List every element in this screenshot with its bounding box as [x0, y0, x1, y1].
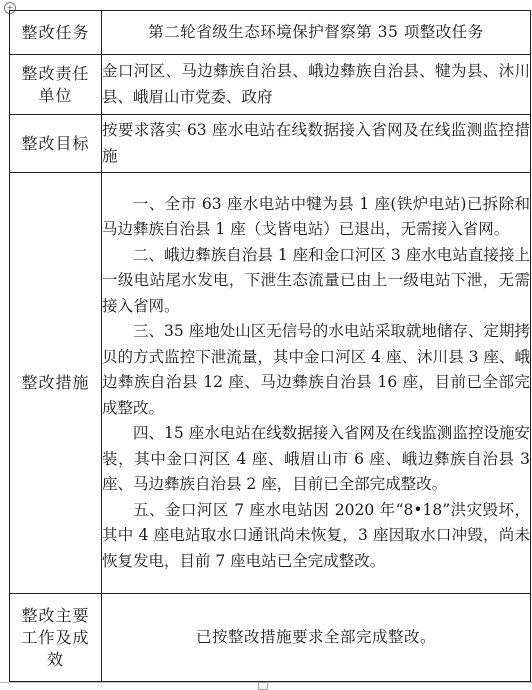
measure-paragraph-5: 五、金口河区 7 座水电站因 2020 年“8•18”洪灾毁坏，其中 4 座电站取水口通讯尚未恢复，3 座因取水口冲毁，尚未恢复发电，目前 7 座电站已全完成整改。 — [102, 500, 530, 570]
measure-paragraph-1: 一、全市 63 座水电站中犍为县 1 座(铁炉电站)已拆除和马边彝族自治县 1 座（戈皆电站）已退出，无需接入省网。 — [102, 194, 530, 239]
row-label-responsible-units: 整改责任单位 — [10, 55, 102, 115]
table-row — [10, 55, 531, 115]
measure-paragraph-3: 三、35 座地处山区无信号的水电站采取就地储存、定期拷贝的方式监控下泄流量，其中金口河区 4 座、沐川县 3 座、峨边彝族自治县 12 座、马边彝族自治县 16 座，目前已全部完成整改。 — [102, 322, 530, 417]
table-move-handle-icon[interactable]: + — [4, 2, 16, 14]
row-label-results: 整改主要工作及成效 — [10, 594, 102, 682]
row-label-task: 整改任务 — [10, 11, 102, 55]
row-label-measures: 整改措施 — [10, 173, 102, 594]
responsible-units-content: 金口河区、马边彝族自治县、峨边彝族自治县、犍为县、沐川县、峨眉山市党委、政府 — [102, 55, 531, 115]
goal-content: 按要求落实 63 座水电站在线数据接入省网及在线监测监控措施 — [102, 115, 531, 173]
measure-paragraph-2: 二、峨边彝族自治县 1 座和金口河区 3 座水电站直接接上一级电站尾水发电，下泄生态流量已由上一级电站下泄，无需接入省网。 — [102, 245, 530, 315]
results-content: 已按整改措施要求全部完成整改。 — [102, 594, 531, 682]
table-row — [10, 115, 531, 173]
measure-paragraph-4: 四、15 座水电站在线数据接入省网及在线监测监控设施安装，其中金口河区 4 座、峨眉山市 6 座、峨边彝族自治县 3 座、马边彝族自治县 2 座，目前已全部完成整改。 — [102, 424, 530, 494]
table-row — [10, 173, 531, 594]
add-row-handle-icon[interactable] — [258, 682, 268, 690]
measures-content — [102, 173, 531, 594]
row-label-goal: 整改目标 — [10, 115, 102, 173]
rectification-table — [9, 10, 531, 682]
task-content: 第二轮省级生态环境保护督察第 35 项整改任务 — [102, 11, 531, 55]
table-row — [10, 11, 531, 55]
table-row — [10, 594, 531, 682]
